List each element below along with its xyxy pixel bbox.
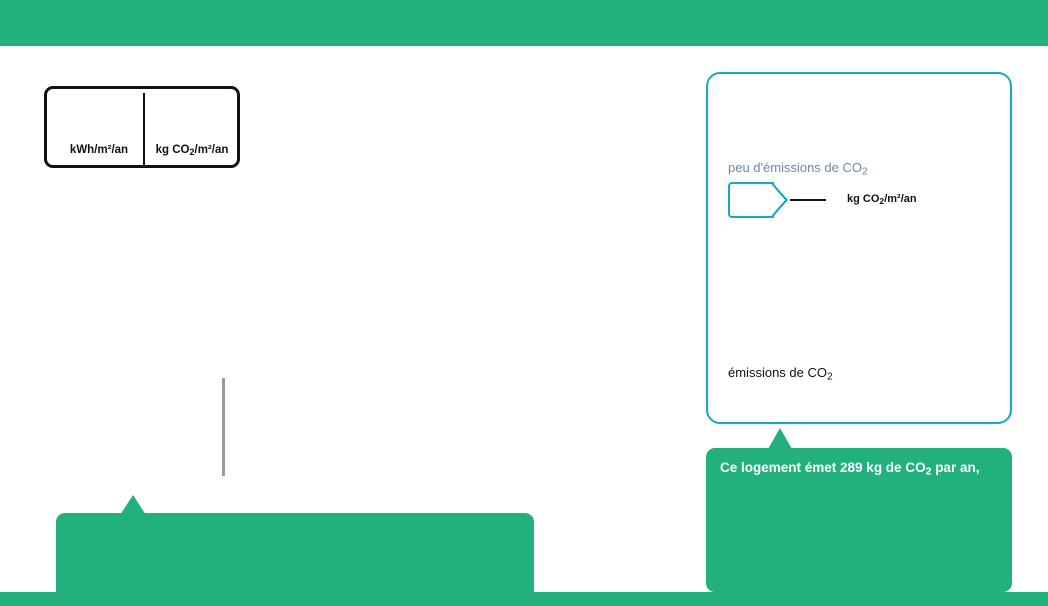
co2-panel-title <box>728 96 992 118</box>
header-bar <box>0 0 1048 46</box>
co2-value-unit: kg $CO_2/m^2/an$ <box>847 193 917 207</box>
callout-right-bold-text <box>720 458 1002 480</box>
consumption-unit: kWh/m²/an <box>69 144 129 156</box>
co2-connector-line <box>790 199 826 201</box>
co2-active-class-badge <box>728 182 774 218</box>
value-box <box>44 86 240 168</box>
co2-scale-bottom-line1: émissions de $CO_2$ <box>728 365 833 383</box>
co2-panel <box>706 72 1012 424</box>
callout-right-pointer <box>768 428 792 449</box>
emissions-unit: kg $CO_2/m^2/an$ <box>155 144 229 158</box>
callout-left-pointer <box>120 495 146 515</box>
callout-right-bold-line1: Ce logement émet 289 kg de $CO_2$ par an, <box>720 460 980 478</box>
co2-scale-bottom-label <box>728 364 833 384</box>
callout-right <box>706 448 1012 592</box>
co2-active-class-arrow-inner <box>772 185 785 215</box>
co2-scale-top-label: peu d'émissions de $CO_2$ <box>728 160 868 178</box>
callout-left <box>56 513 534 599</box>
passoire-bracket <box>222 378 225 476</box>
footer-band <box>0 592 1048 606</box>
